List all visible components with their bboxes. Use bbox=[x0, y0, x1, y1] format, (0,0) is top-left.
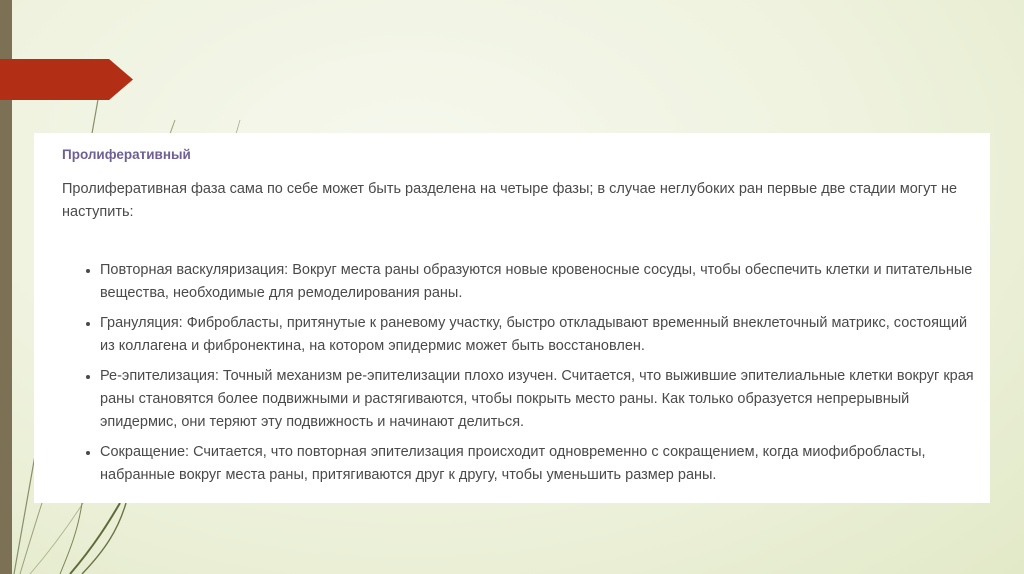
list-item: • Ре-эпителизация: Точный механизм ре-эпителизации плохо изучен. Считается, что выжившие эпителиальные клетки вокруг края раны становятся более подвижными и растягиваются, чтобы покрыть место раны. Как только образуется непрерывный эпидермис, они теряют эту подвижность и начинают делиться. bbox=[100, 365, 980, 434]
red-flag-accent bbox=[0, 59, 133, 100]
list-item: • Сокращение: Считается, что повторная эпителизация происходит одновременно с сокращением, когда миофибробласты, набранные вокруг места раны, притягиваются друг к другу, чтобы уменьшить размер раны. bbox=[100, 441, 980, 487]
content-card bbox=[34, 133, 990, 503]
phase-list bbox=[82, 259, 980, 494]
intro-paragraph: Пролиферативная фаза сама по себе может быть разделена на четыре фазы; в случае неглубоких ран первые две стадии могут не наступить: bbox=[62, 181, 958, 220]
list-item: • Грануляция: Фибробласты, притянутые к раневому участку, быстро откладывают временный внеклеточный матрикс, состоящий из коллагена и фибронектина, на котором эпидермис может быть восстановлен. bbox=[100, 312, 980, 358]
list-item: • Повторная васкуляризация: Вокруг места раны образуются новые кровеносные сосуды, чтобы обеспечить клетки и питательные вещества, необходимые для ремоделирования раны. bbox=[100, 259, 980, 305]
section-heading: Пролиферативный bbox=[62, 147, 191, 162]
